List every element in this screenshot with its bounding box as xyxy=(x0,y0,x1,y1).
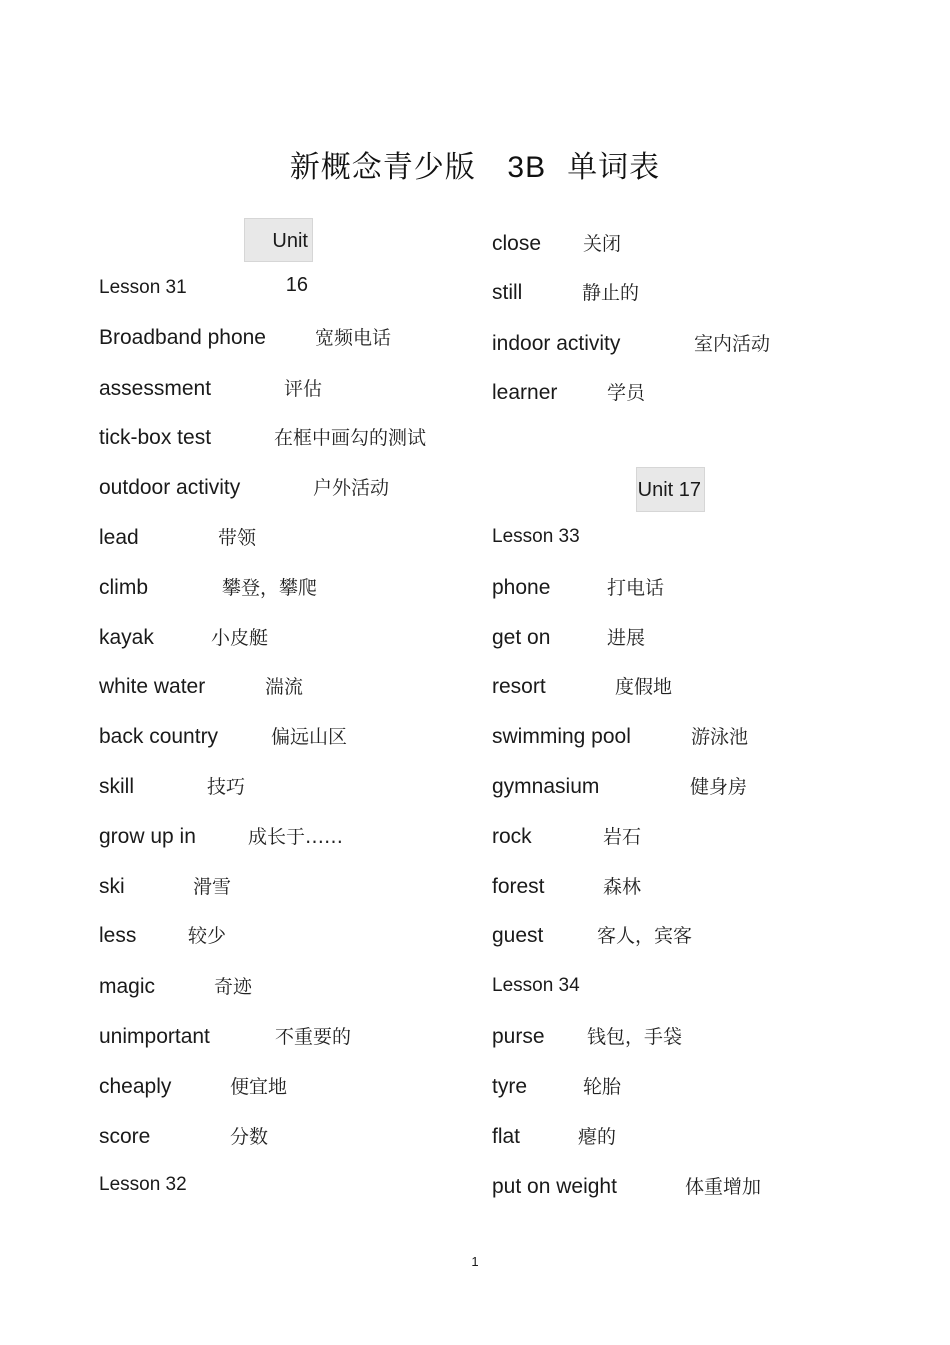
vocab-word: kayak xyxy=(99,626,154,649)
vocab-word: close xyxy=(492,232,542,255)
unit-heading-label: Unit 17 xyxy=(637,479,701,501)
page-number: 1 xyxy=(471,1254,479,1269)
vocab-translation: 成长于…… xyxy=(248,826,344,848)
vocab-word: learner xyxy=(492,381,558,404)
vocab-word: outdoor activity xyxy=(99,476,241,499)
vocab-translation: 岩石 xyxy=(603,826,642,848)
vocab-translation: 健身房 xyxy=(690,776,748,798)
vocab-translation: 瘪的 xyxy=(578,1126,617,1148)
vocab-word: swimming pool xyxy=(492,725,631,748)
vocab-translation: 游泳池 xyxy=(691,726,749,748)
vocab-word: back country xyxy=(99,725,219,748)
vocab-word: magic xyxy=(99,975,156,998)
vocab-translation: 较少 xyxy=(188,925,227,947)
title-cn-part2: 单词表 xyxy=(567,150,661,185)
vocab-word: get on xyxy=(492,626,551,649)
vocab-word: lead xyxy=(99,526,139,549)
vocab-translation: 带领 xyxy=(218,527,257,549)
vocab-word: climb xyxy=(99,576,149,599)
lesson-heading: Lesson 31 xyxy=(99,277,187,298)
vocab-word: flat xyxy=(492,1125,521,1148)
lesson-heading: Lesson 33 xyxy=(492,526,580,547)
vocab-translation: 关闭 xyxy=(583,233,622,255)
lesson-heading: Lesson 34 xyxy=(492,975,580,996)
vocab-word: gymnasium xyxy=(492,775,600,798)
vocab-translation: 钱包，手袋 xyxy=(587,1026,683,1048)
vocab-translation: 学员 xyxy=(607,382,646,404)
vocab-translation: 户外活动 xyxy=(313,477,390,499)
page-title xyxy=(0,142,950,186)
vocab-translation: 偏远山区 xyxy=(271,726,348,748)
vocab-word: skill xyxy=(99,775,134,798)
vocab-translation: 技巧 xyxy=(207,776,246,798)
vocab-word: ski xyxy=(99,875,125,898)
vocab-translation: 在框中画勾的测试 xyxy=(274,427,427,449)
vocab-translation: 分数 xyxy=(230,1126,269,1148)
vocab-word: score xyxy=(99,1125,151,1148)
vocab-word: tyre xyxy=(492,1075,528,1098)
vocab-translation: 不重要的 xyxy=(275,1026,352,1048)
vocab-translation: 客人，宾客 xyxy=(597,925,693,947)
vocab-word: phone xyxy=(492,576,551,599)
unit-heading-16 xyxy=(244,218,313,296)
vocab-word: indoor activity xyxy=(492,332,621,355)
vocab-translation: 静止的 xyxy=(582,282,640,304)
vocab-word: cheaply xyxy=(99,1075,172,1098)
title-cn-part1: 新概念青少版 xyxy=(289,150,476,185)
vocab-translation: 体重增加 xyxy=(685,1176,762,1198)
vocab-translation: 森林 xyxy=(603,876,642,898)
vocab-translation: 宽频电话 xyxy=(315,327,392,349)
vocab-word: purse xyxy=(492,1025,545,1048)
vocab-translation: 轮胎 xyxy=(583,1076,622,1098)
unit-heading-17 xyxy=(636,467,705,512)
vocab-translation: 奇迹 xyxy=(214,976,253,998)
vocab-word: guest xyxy=(492,924,544,947)
vocab-translation: 打电话 xyxy=(607,577,665,599)
vocab-word: white water xyxy=(99,675,206,698)
vocab-translation: 室内活动 xyxy=(694,333,771,355)
vocab-word: Broadband phone xyxy=(99,326,266,349)
title-level: 3B xyxy=(507,151,547,184)
vocab-word: still xyxy=(492,281,523,304)
vocab-translation: 进展 xyxy=(607,627,646,649)
vocab-word: unimportant xyxy=(99,1025,210,1048)
vocab-word: put on weight xyxy=(492,1175,617,1198)
vocab-translation: 小皮艇 xyxy=(211,627,269,649)
vocab-word: tick-box test xyxy=(99,426,212,449)
vocab-word: grow up in xyxy=(99,825,196,848)
vocab-translation: 攀登，攀爬 xyxy=(222,577,318,599)
vocab-translation: 滑雪 xyxy=(193,876,232,898)
vocab-word: forest xyxy=(492,875,545,898)
vocab-word: less xyxy=(99,924,137,947)
vocab-translation: 湍流 xyxy=(265,676,304,698)
vocab-word: rock xyxy=(492,825,532,848)
lesson-heading: Lesson 32 xyxy=(99,1174,187,1195)
vocab-translation: 便宜地 xyxy=(230,1076,288,1098)
vocab-word: assessment xyxy=(99,377,212,400)
vocab-translation: 度假地 xyxy=(615,676,673,698)
vocab-word: resort xyxy=(492,675,546,698)
unit-heading-label: Unit 16 xyxy=(272,230,308,296)
vocab-translation: 评估 xyxy=(284,378,323,400)
